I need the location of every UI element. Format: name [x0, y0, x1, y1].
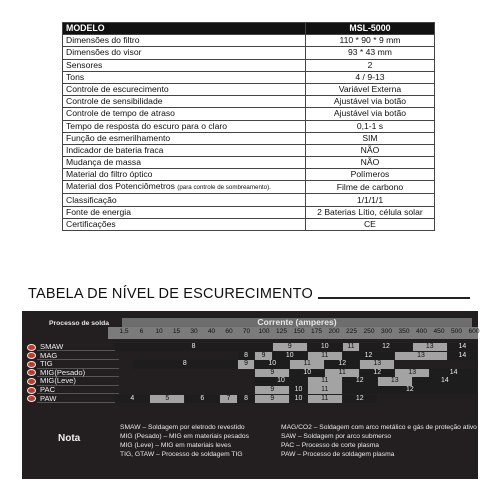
shade-band: 12	[325, 360, 360, 368]
spec-label-text: Controle de sensibilidade	[66, 96, 163, 107]
spec-label-text: Dimensões do visor	[66, 47, 142, 58]
current-header: Corrente (amperes)	[257, 317, 337, 327]
spec-label	[63, 194, 306, 206]
shade-band: 12	[343, 352, 396, 360]
spec-value: 0,1-1 s	[305, 120, 434, 132]
shade-band: 12	[343, 377, 378, 385]
shade-chart-panel	[22, 311, 478, 479]
spec-label-text: Material dos Potenciômetros	[66, 181, 175, 192]
spec-label	[63, 120, 306, 132]
spec-value: NÃO	[305, 157, 434, 169]
shade-band: 8	[238, 352, 256, 360]
shade-band: 13	[395, 369, 430, 377]
notes-left	[120, 423, 249, 459]
red-bullet-icon	[27, 387, 36, 394]
process-row	[22, 343, 478, 351]
shade-band: 14	[448, 352, 478, 360]
shade-band: 11	[325, 369, 360, 377]
shade-band: 6	[185, 395, 220, 403]
note-line: SMAW – Soldagem por eletrodo revestido	[120, 424, 245, 431]
current-tick-label: 6	[139, 328, 144, 335]
process-name: TIG	[37, 360, 119, 368]
spec-value: Filme de carbono	[305, 181, 434, 194]
spec-row	[63, 157, 435, 169]
process-name: MIG(Pesado)	[37, 369, 119, 377]
note-line: TIG, GTAW – Processo de soldagem TIG	[120, 451, 243, 458]
spec-label-text: Classificação	[66, 194, 117, 205]
note-line: MIG (Pesado) – MIG em materiais pesados	[120, 433, 249, 440]
shade-band: 12	[343, 386, 478, 394]
spec-value: CE	[305, 218, 434, 230]
current-tick-label: 350	[398, 328, 410, 335]
shade-band: 13	[378, 377, 413, 385]
red-bullet-icon	[27, 344, 36, 351]
spec-label	[63, 35, 306, 47]
shade-band: 9	[273, 343, 308, 351]
shade-band: 9	[238, 360, 256, 368]
process-row	[22, 360, 478, 368]
current-tick-label: 175	[310, 328, 323, 335]
spec-label	[63, 71, 306, 83]
spec-label	[63, 132, 306, 144]
shade-band: 13	[395, 352, 448, 360]
process-row	[22, 395, 478, 403]
current-tick-label: 400	[415, 328, 428, 335]
spec-row	[63, 47, 435, 59]
spec-label-text: Função de esmerilhamento	[66, 132, 171, 143]
spec-value: 4 / 9-13	[305, 71, 434, 83]
spec-row	[63, 218, 435, 230]
shade-band: 8	[115, 343, 273, 351]
spec-row	[63, 181, 435, 194]
current-tick-label: 450	[433, 328, 445, 335]
current-tick-label: 500	[450, 328, 463, 335]
current-tick-label: 10	[155, 328, 163, 335]
spec-value: Polímeros	[305, 169, 434, 181]
process-row	[22, 369, 478, 377]
spec-value: 1/1/1/1	[305, 194, 434, 206]
spec-row	[63, 194, 435, 206]
current-tick-label: 70	[242, 328, 251, 335]
shade-band: 11	[308, 377, 343, 385]
current-tick-label: 1,5	[119, 328, 129, 335]
spec-row	[63, 108, 435, 120]
current-ticks	[108, 327, 478, 339]
shade-band: 10	[308, 343, 343, 351]
spec-value: 110 * 90 * 9 mm	[305, 35, 434, 47]
shade-band: 11	[308, 352, 343, 360]
shade-band: 13	[360, 360, 395, 368]
process-name: PAC	[37, 386, 119, 394]
spec-label-note: (para controle de sombreamento).	[177, 184, 271, 192]
shade-band: 10	[273, 352, 308, 360]
current-tick-label: 250	[363, 328, 375, 335]
process-name: MIG(Leve)	[37, 377, 119, 385]
shade-band: 12	[360, 343, 413, 351]
shade-band: 10	[290, 369, 325, 377]
process-name: MAG	[37, 352, 119, 360]
spec-label	[63, 108, 306, 120]
spec-value: SIM	[305, 132, 434, 144]
process-name: SMAW	[37, 343, 119, 351]
process-row	[22, 352, 478, 360]
spec-label	[63, 96, 306, 108]
spec-label	[63, 169, 306, 181]
spec-row	[63, 144, 435, 156]
spec-row	[63, 35, 435, 47]
process-header: Processo de solda	[48, 320, 110, 327]
shade-band: 11	[290, 360, 325, 368]
spec-header-label: MODELO	[63, 23, 306, 35]
spec-label-text: Tons	[66, 71, 85, 82]
spec-value: NÃO	[305, 144, 434, 156]
red-bullet-icon	[27, 378, 36, 385]
notes-right	[281, 423, 477, 459]
spec-label	[63, 47, 306, 59]
shade-band: 8	[238, 395, 256, 403]
shade-band: 9	[255, 369, 290, 377]
shade-band: 14	[430, 369, 478, 377]
current-tick-label: 40	[207, 328, 216, 335]
spec-label-text: Dimensões do filtro	[66, 35, 140, 46]
spec-label	[63, 206, 306, 218]
current-tick-label: 225	[345, 328, 358, 335]
note-line: PAC – Processo de corte plasma	[281, 442, 380, 449]
spec-value: Ajustável via botão	[305, 108, 434, 120]
shade-band: 4	[115, 395, 150, 403]
process-name: PAW	[37, 395, 119, 403]
current-tick-label: 600	[468, 328, 480, 335]
spec-row	[63, 169, 435, 181]
shade-band: 10	[255, 377, 308, 385]
shade-band: 7	[220, 395, 238, 403]
shade-band: 10	[255, 360, 290, 368]
table-title: TABELA DE NÍVEL DE ESCURECIMENTO	[28, 286, 313, 302]
current-tick-label: 15	[172, 328, 181, 335]
current-tick-label: 300	[380, 328, 393, 335]
spec-label	[63, 144, 306, 156]
spec-label	[63, 157, 306, 169]
shade-band: 13	[413, 343, 448, 351]
current-tick-label: 30	[190, 328, 198, 335]
current-tick-label: 100	[258, 328, 270, 335]
spec-row	[63, 71, 435, 83]
spec-label	[63, 181, 306, 194]
spec-row	[63, 206, 435, 218]
spec-label-text: Mudança de massa	[66, 157, 141, 168]
spec-row	[63, 132, 435, 144]
shade-band: 14	[413, 377, 478, 385]
red-bullet-icon	[27, 395, 36, 402]
shade-band: 9	[255, 352, 273, 360]
spec-label-text: Tempo de resposta do escuro para o claro	[66, 120, 227, 131]
red-bullet-icon	[27, 361, 36, 368]
shade-band: 10	[290, 386, 308, 394]
note-line: PAW – Processo de soldagem plasma	[281, 451, 395, 458]
shade-band: 8	[133, 360, 238, 368]
spec-header-row	[63, 23, 435, 35]
shade-band: 11	[308, 386, 343, 394]
shade-band: 11	[308, 395, 343, 403]
spec-label-text: Material do filtro óptico	[66, 169, 153, 180]
spec-table	[62, 22, 435, 231]
shade-band: 12	[343, 395, 378, 403]
spec-row	[63, 96, 435, 108]
spec-value: Ajustável via botão	[305, 96, 434, 108]
note-line: MIG (Leve) – MIG em materiais leves	[120, 442, 232, 449]
spec-header-value: MSL-5000	[305, 23, 434, 35]
spec-label	[63, 59, 306, 71]
spec-row	[63, 120, 435, 132]
spec-value: 2 Baterias Lítio, célula solar	[305, 206, 434, 218]
spec-label-text: Controle de escurecimento	[66, 84, 169, 95]
shade-band: 14	[448, 343, 478, 351]
process-row	[22, 386, 478, 394]
note-label: Nota	[58, 433, 81, 444]
spec-label	[63, 218, 306, 230]
shade-band: 11	[343, 343, 361, 351]
spec-label	[63, 83, 306, 95]
shade-band: 9	[255, 395, 290, 403]
current-tick-label: 125	[275, 328, 288, 335]
shade-band: 12	[360, 369, 395, 377]
shade-band: 5	[150, 395, 185, 403]
current-tick-label: 200	[328, 328, 340, 335]
spec-label-text: Sensores	[66, 59, 103, 70]
spec-table-body	[63, 23, 435, 231]
spec-value: 2	[305, 59, 434, 71]
shade-band: 10	[290, 395, 308, 403]
spec-label-text: Fonte de energia	[66, 206, 131, 217]
spec-row	[63, 83, 435, 95]
spec-row	[63, 59, 435, 71]
spec-label-text: Indicador de bateria fraca	[66, 144, 164, 155]
spec-label-text: Controle de tempo de atraso	[66, 108, 175, 119]
red-bullet-icon	[27, 352, 36, 359]
shade-band: 9	[255, 386, 290, 394]
title-underline	[318, 297, 470, 299]
spec-value: 93 * 43 mm	[305, 47, 434, 59]
process-row	[22, 377, 478, 385]
note-line: SAW – Soldagem por arco submerso	[281, 433, 392, 440]
note-line: MAG/CO2 – Soldagem com arco metálico e gás de proteção ativo	[281, 424, 477, 431]
spec-value: Variável Externa	[305, 83, 434, 95]
spec-label-text: Certificações	[66, 218, 116, 229]
red-bullet-icon	[27, 369, 36, 376]
current-tick-label: 150	[293, 328, 305, 335]
current-tick-label: 60	[225, 328, 233, 335]
